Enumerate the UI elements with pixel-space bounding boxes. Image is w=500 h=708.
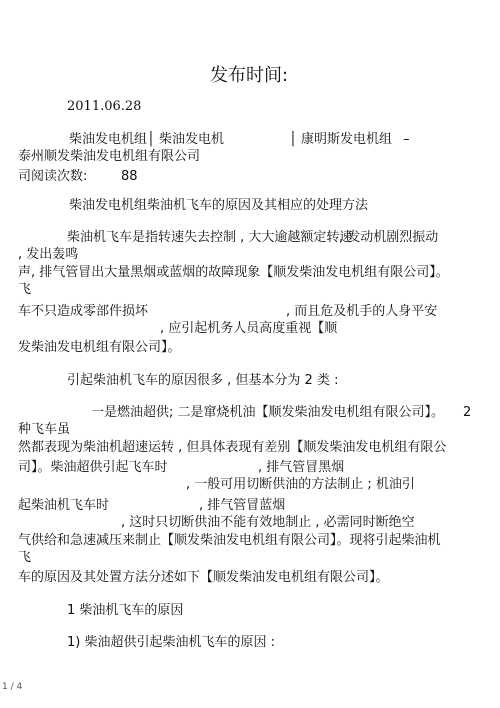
subsection-heading: 1) 柴油超供引起柴油机飞车的原因 : xyxy=(67,635,275,650)
company-name: 泰州顺发柴油发电机组有限公司 xyxy=(18,149,201,164)
publish-date: 2011.06.28 xyxy=(67,99,142,114)
body-line: 起柴油机飞车时 xyxy=(18,498,110,513)
body-line: 司】。柴油超供引起飞车时 xyxy=(18,460,168,475)
body-line: , 应引起机务人员高度重视【顺 xyxy=(160,321,338,336)
section-heading: 1 柴油机飞车的原因 xyxy=(67,603,184,618)
body-line: , 一般可用切断供油的方法制止 ; 机油引 xyxy=(186,477,415,492)
body-line: 一是燃油超供; 二是窜烧机油【顺发柴油发电机组有限公司】。 xyxy=(91,405,445,420)
body-line: 气供给和急速减压来制止【顺发柴油发电机组有限公司】。现将引起柴油机 xyxy=(18,533,441,548)
body-line: , 排气管冒黑烟 xyxy=(258,460,345,475)
body-line: 车的原因及其处置方法分述如下【顺发柴油发电机组有限公司】。 xyxy=(18,570,389,585)
read-count-label: 司阅读次数: xyxy=(18,169,88,184)
body-line: 柴油机飞车是指转速失去控制 , 大大逾越额定转速 xyxy=(67,230,353,245)
body-line: 车不只造成零部件损坏 xyxy=(18,304,149,319)
body-line: , 排气管冒蓝烟 xyxy=(199,498,286,513)
body-line: 飞 xyxy=(18,282,32,297)
body-line: , 发动机剧烈振动 xyxy=(339,230,439,245)
body-line: 种飞车虽 xyxy=(18,422,71,437)
read-count-value: 88 xyxy=(121,169,138,184)
body-line: 飞 xyxy=(18,550,32,565)
page-indicator: 1 / 4 xyxy=(2,682,23,692)
body-line: , 这时只切断供油不能有效地制止 , 必需同时断绝空 xyxy=(121,515,415,530)
publish-time-title: 发布时间: xyxy=(210,65,289,86)
body-line: , 而且危及机手的人身平安 xyxy=(286,304,438,319)
category-dash: – xyxy=(403,132,410,147)
body-line: , 发出轰鸣 xyxy=(18,247,79,262)
body-line: 2 xyxy=(463,405,472,420)
body-line: 引起柴油机飞车的原因很多 , 但基本分为 2 类 : xyxy=(67,373,339,388)
body-line: 发柴油发电机组有限公司】。 xyxy=(18,340,181,355)
body-line: 然都表现为柴油机超速运转 , 但具体表现有差别【顺发柴油发电机组有限公 xyxy=(18,440,447,455)
category-tag-cummins: │ 康明斯发电机组 xyxy=(289,132,392,147)
article-heading: 柴油发电机组柴油机飞车的原因及其相应的处理方法 xyxy=(69,198,369,213)
category-tags: 柴油发电机组│ 柴油发电机 xyxy=(69,132,224,147)
body-line: 声, 排气管冒出大量黑烟或蓝烟的故障现象【顺发柴油发电机组有限公司】。 xyxy=(18,265,449,280)
